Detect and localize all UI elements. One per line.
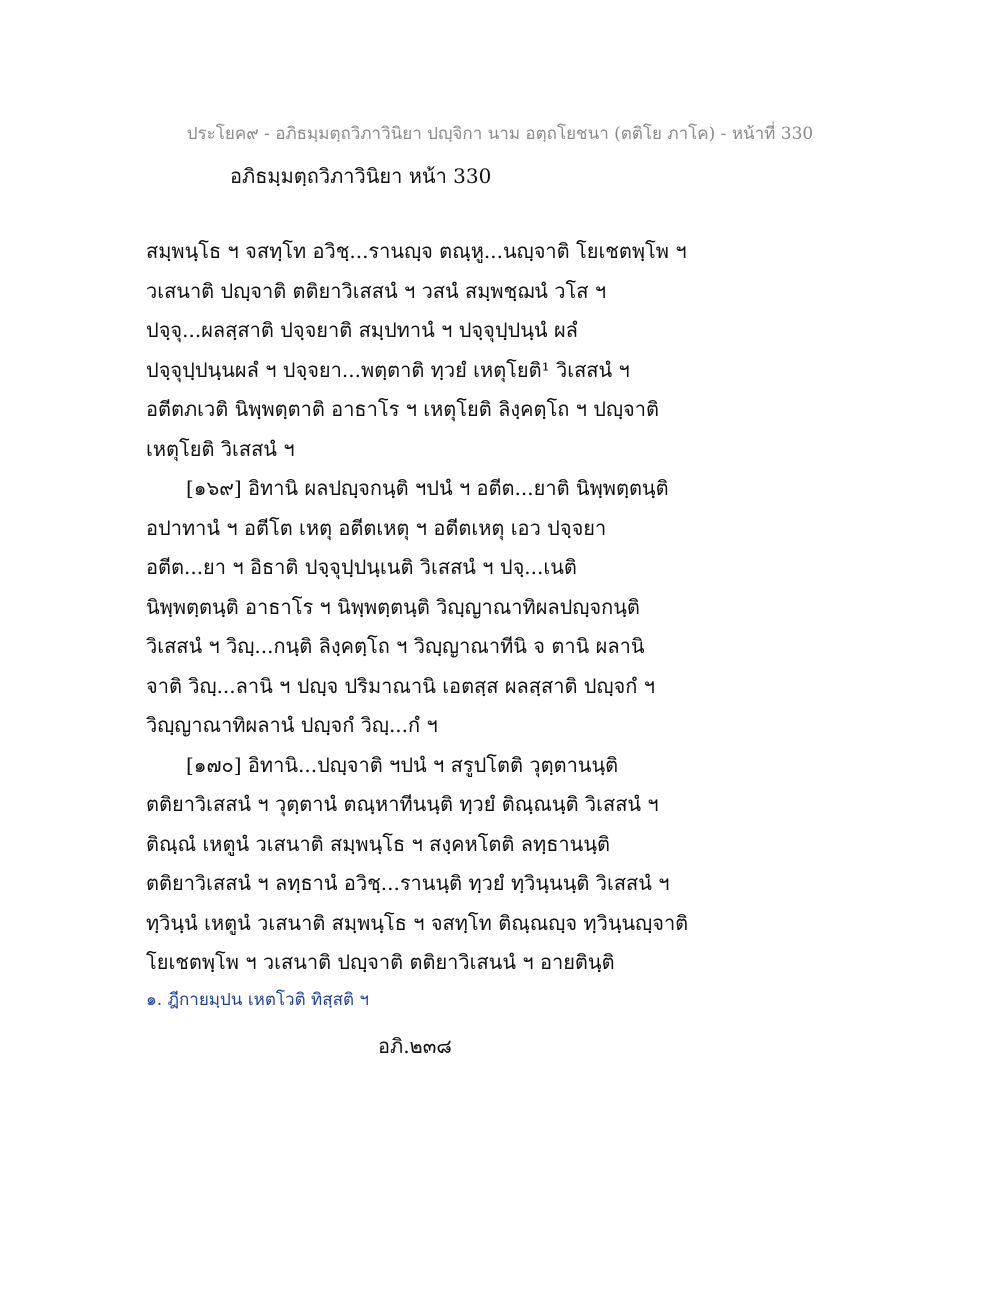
text-line: อตีต...ยา ฯ อิธาติ ปจฺจุปฺปนฺเนติ วิเสสนํ ฯ ปจฺ...เนติ — [146, 555, 577, 579]
paragraph-start-169: [๑๖๙] อิทานิ ผลปญฺจกนฺติ ฯปนํ ฯ อตีต...ยาติ นิพฺพตฺตนฺติ — [186, 476, 669, 500]
text-line: ปจฺจุปฺปนฺนผลํ ฯ ปจฺจยา...พตฺตาติ ทฺวยํ เหตุโยติ¹ วิเสสนํ ฯ — [146, 357, 630, 382]
text-line: วิเสสนํ ฯ วิญฺ...กนฺติ ลิงฺคตฺโถ ฯ วิญฺญาณาทีนิ จ ตานิ ผลานิ — [146, 634, 645, 658]
text-line: โยเชตพฺโพ ฯ วเสนาติ ปญฺจาติ ตติยาวิเสนนํ ฯ อายตินฺติ — [146, 950, 615, 974]
body-text — [146, 232, 746, 983]
text-line: อตีตภเวติ นิพฺพตฺตาติ อาธาโร ฯ เหตุโยติ ลิงฺคตฺโถ ฯ ปญฺจาติ — [146, 397, 659, 421]
text-line: ตติยาวิเสสนํ ฯ ลทฺธานํ อวิชฺ...รานนฺติ ทฺวยํ ทฺวินฺนนฺติ วิเสสนํ ฯ — [146, 871, 670, 895]
text-line: จาติ วิญฺ...ลานิ ฯ ปญฺจ ปริมาณานิ เอตสฺส ผลสฺสาติ ปญฺจกํ ฯ — [146, 673, 655, 698]
text-line: วเสนาติ ปญฺจาติ ตติยาวิเสสนํ ฯ วสนํ สมฺพชฺฌนํ วโส ฯ — [146, 278, 607, 303]
text-line: วิญฺญาณาทิผลานํ ปญฺจกํ วิญฺ...กํ ฯ — [146, 713, 438, 737]
text-line: อปาทานํ ฯ อตีโต เหตุ อตีตเหตุ ฯ อตีตเหตุ เอว ปจฺจยา — [146, 515, 607, 540]
text-line: ตติยาวิเสสนํ ฯ วุตฺตานํ ตณฺหาทีนนฺติ ทฺวยํ ติณฺณนฺติ วิเสสนํ ฯ — [146, 792, 659, 816]
running-header: ประโยค๙ - อภิธมฺมตฺถวิภาวินิยา ปญฺจิกา นาม อตฺถโยชนา (ตติโย ภาโค) - หน้าที่ 330 — [186, 124, 814, 144]
text-line: ปจฺจุ...ผลสฺสาติ ปจฺจยาติ สมฺปทานํ ฯ ปจฺจุปฺปนฺนํ ผลํ — [146, 318, 578, 342]
text-line: ทฺวินฺนํ เหตูนํ วเสนาติ สมฺพนฺโธ ฯ จสทฺโท ติณฺณญฺจ ทฺวินฺนญฺจาติ — [146, 910, 689, 935]
footnote: ๑. ฎีกายมฺปน เหตโวติ ทิสฺสติ ฯ — [146, 990, 369, 1010]
text-line: นิพฺพตฺตนฺติ อาธาโร ฯ นิพฺพตฺตนฺติ วิญฺญาณาทิผลปญฺจกนฺติ — [146, 594, 640, 619]
text-line: เหตุโยติ วิเสสนํ ฯ — [146, 436, 295, 461]
page-reference: อภิ.๒๓๘ — [378, 1034, 452, 1058]
page-heading: อภิธมฺมตฺถวิภาวินิยา หน้า 330 — [230, 164, 492, 188]
paragraph-start-170: [๑๗๐] อิทานิ...ปญฺจาติ ฯปนํ ฯ สรูปโตติ วุตฺตานนฺติ — [186, 752, 619, 777]
text-line: สมฺพนฺโธ ฯ จสทฺโท อวิชฺ...รานญฺจ ตณฺหู...นญฺจาติ โยเชตพฺโพ ฯ — [146, 239, 687, 263]
text-line: ติณฺณํ เหตูนํ วเสนาติ สมฺพนฺโธ ฯ สงฺคหโตติ ลทฺธานนฺติ — [146, 831, 610, 856]
